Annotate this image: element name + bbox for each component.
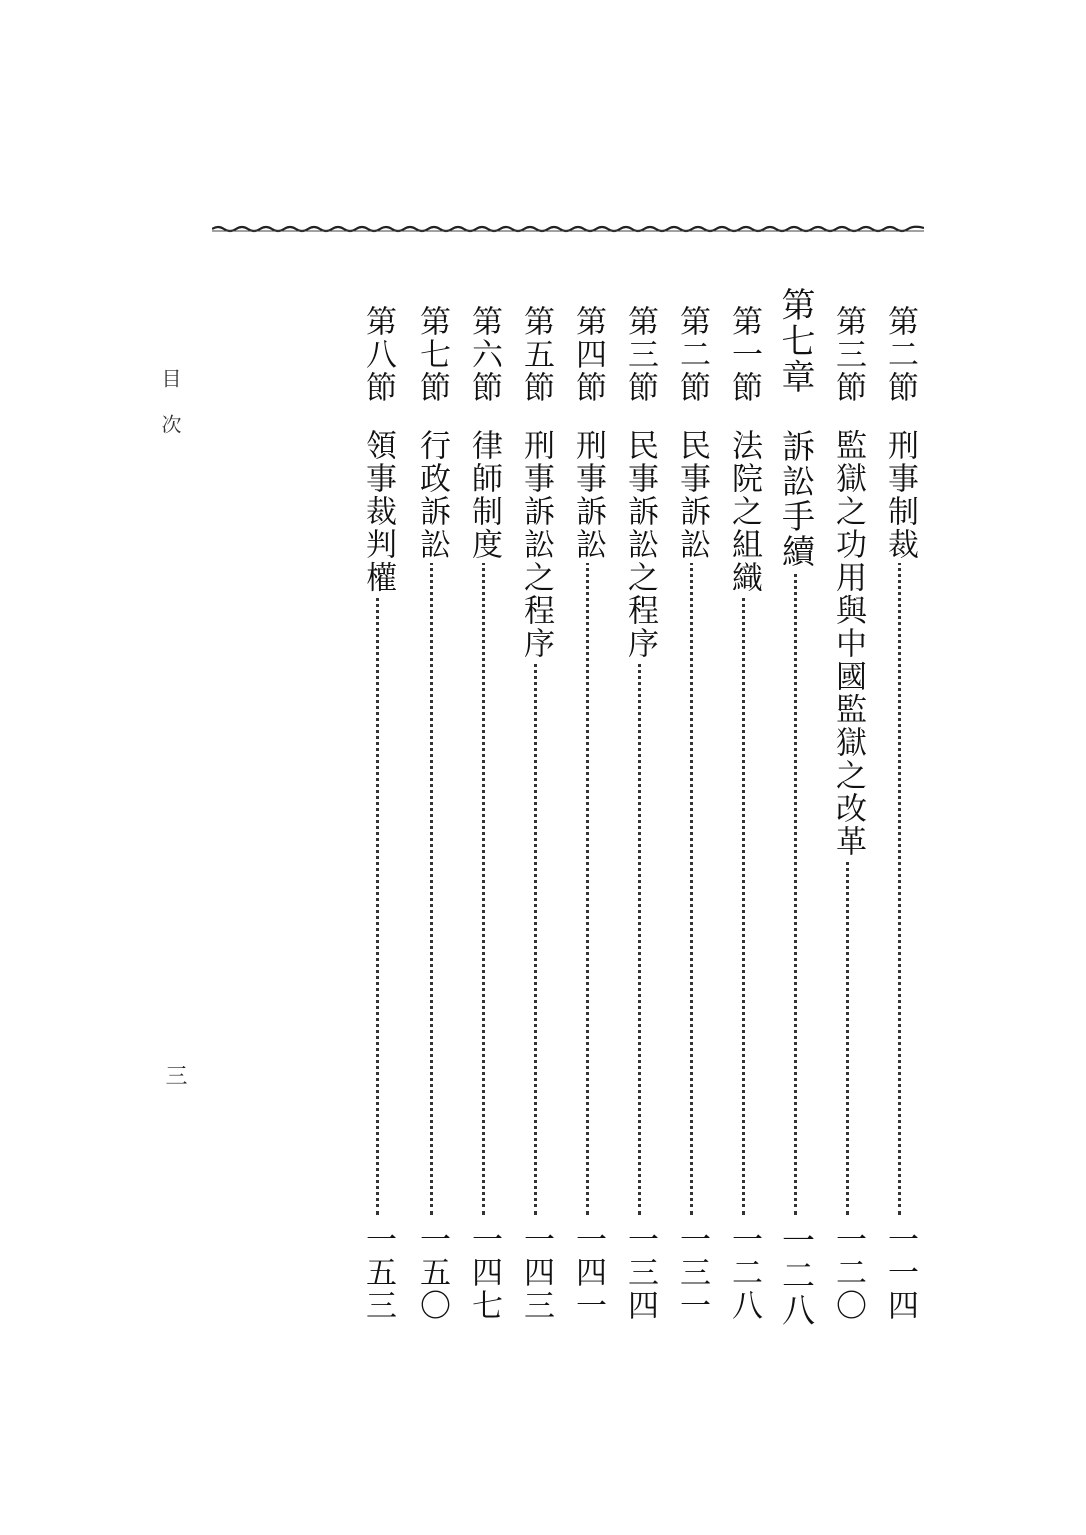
toc-entry-page-number: 一三四 xyxy=(622,1223,658,1322)
toc-entry-title: 刑事訴訟 xyxy=(570,429,606,561)
toc-entry-page-number: 一二八 xyxy=(726,1223,762,1322)
decorative-top-rule xyxy=(212,222,924,234)
toc-entry-title: 民事訴訟之程序 xyxy=(622,429,658,660)
toc-entry-page-number: 一三一 xyxy=(674,1223,710,1322)
toc-entry-ch6-sec3[interactable] xyxy=(826,305,872,1322)
toc-entry-label: 第一節 xyxy=(726,305,762,404)
toc-entry-title: 領事裁判權 xyxy=(360,429,396,594)
toc-entry-label: 第五節 xyxy=(518,305,554,404)
toc-entry-page-number: 一四七 xyxy=(466,1223,502,1322)
running-head: 目次 xyxy=(158,368,182,460)
toc-entry-page-number: 一四一 xyxy=(570,1223,606,1322)
toc-entry-title: 法院之組織 xyxy=(726,429,762,594)
toc-entry-page-number: 一四三 xyxy=(518,1223,554,1322)
toc-entry-ch7-sec5[interactable] xyxy=(514,305,560,1322)
toc-entry-page-number: 一五〇 xyxy=(414,1223,450,1322)
toc-entry-chapter-7[interactable] xyxy=(774,287,820,1328)
toc-entry-label: 第七節 xyxy=(414,305,450,404)
toc-entry-page-number: 一一四 xyxy=(882,1223,918,1322)
toc-entry-ch7-sec2[interactable] xyxy=(670,305,716,1322)
toc-entry-label: 第三節 xyxy=(622,305,658,404)
toc-entry-title: 刑事訴訟之程序 xyxy=(518,429,554,660)
toc-entry-page-number: 一二八 xyxy=(777,1223,816,1328)
toc-entry-title: 律師制度 xyxy=(466,429,502,561)
toc-entry-label: 第三節 xyxy=(830,305,866,404)
toc-entry-label: 第二節 xyxy=(882,305,918,404)
toc-entry-ch7-sec3[interactable] xyxy=(618,305,664,1322)
toc-entry-label: 第八節 xyxy=(360,305,396,404)
toc-entry-ch7-sec1[interactable] xyxy=(722,305,768,1322)
toc-entry-label: 第六節 xyxy=(466,305,502,404)
toc-entry-ch7-sec6[interactable] xyxy=(462,305,508,1322)
toc-entry-label: 第四節 xyxy=(570,305,606,404)
toc-entry-page-number: 一五三 xyxy=(360,1223,396,1322)
toc-entry-ch6-sec2[interactable] xyxy=(878,305,924,1322)
toc-entry-label: 第二節 xyxy=(674,305,710,404)
page-folio-number: 三 xyxy=(162,1064,187,1086)
toc-entry-page-number: 一二〇 xyxy=(830,1223,866,1322)
toc-chapter-label: 第七章 xyxy=(775,287,815,395)
toc-entry-title: 監獄之功用與中國監獄之改革 xyxy=(830,429,866,858)
toc-chapter-title: 訴訟手續 xyxy=(777,429,816,569)
toc-entry-title: 民事訴訟 xyxy=(674,429,710,561)
toc-entry-ch7-sec8[interactable] xyxy=(356,305,402,1322)
toc-entry-ch7-sec7[interactable] xyxy=(410,305,456,1322)
toc-entry-ch7-sec4[interactable] xyxy=(566,305,612,1322)
toc-entry-title: 刑事制裁 xyxy=(882,429,918,561)
toc-entry-title: 行政訴訟 xyxy=(414,429,450,561)
